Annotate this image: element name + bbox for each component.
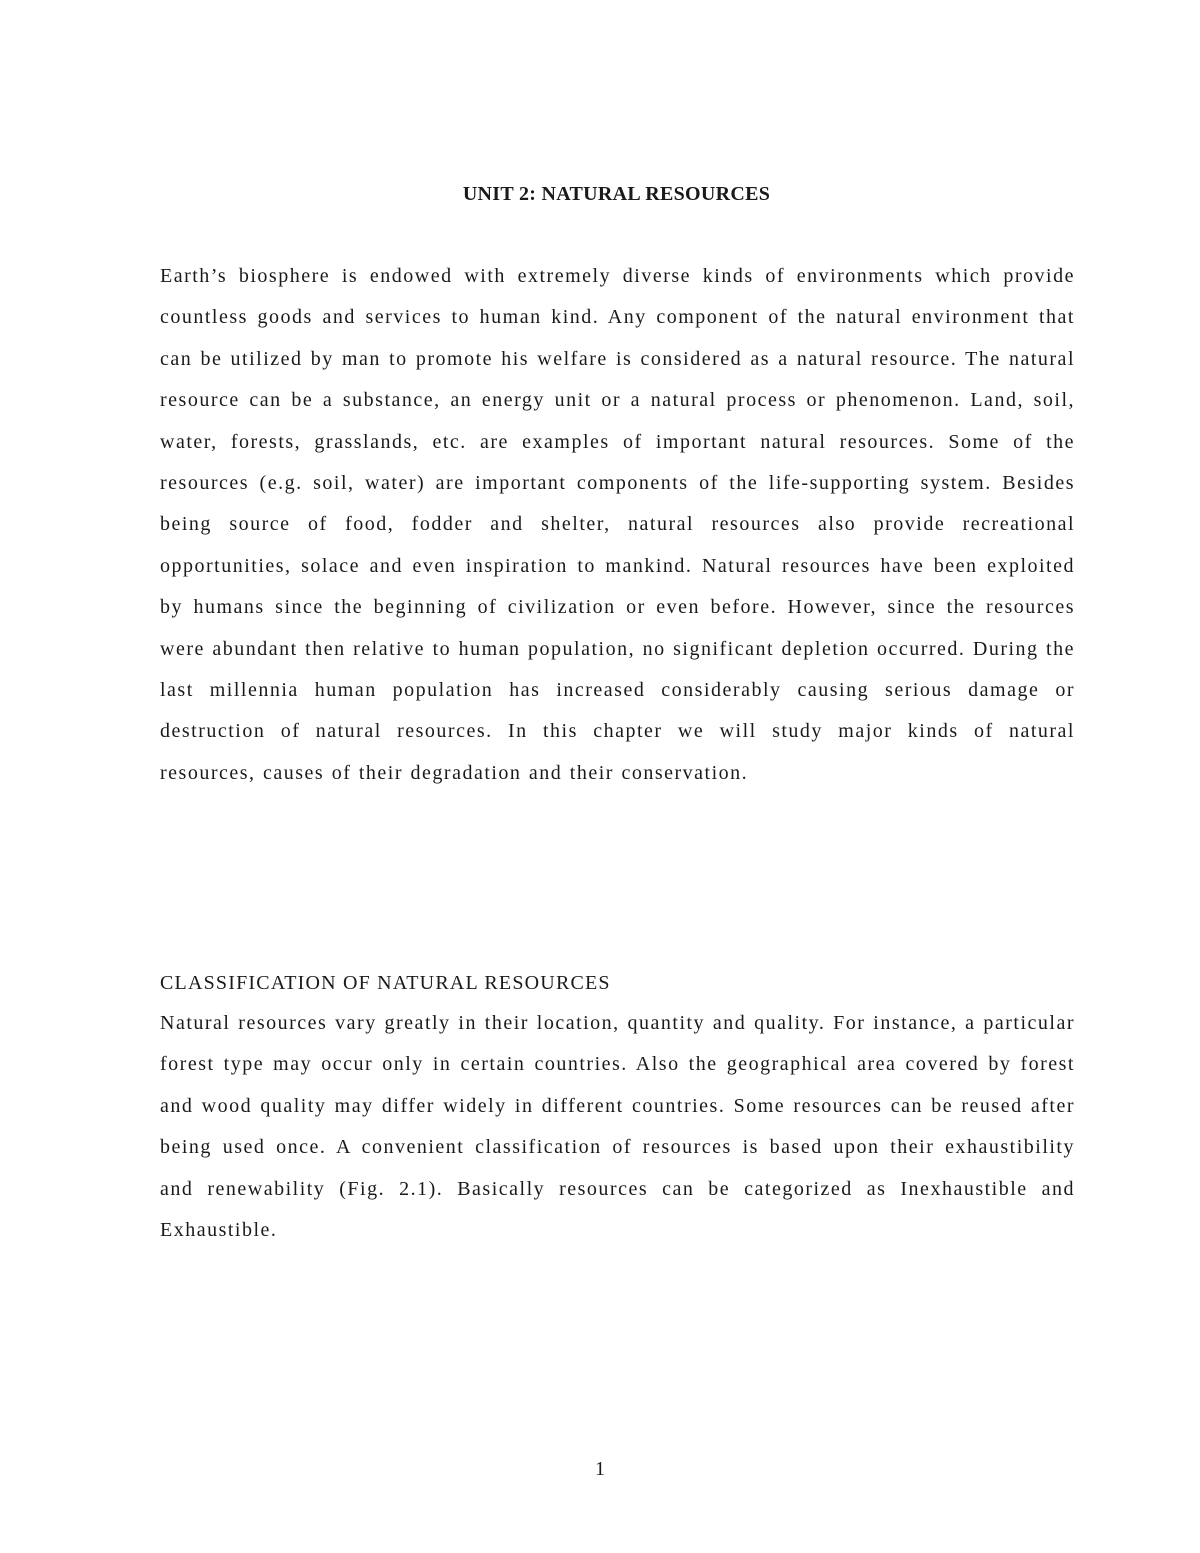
page-title: UNIT 2: NATURAL RESOURCES (462, 183, 771, 205)
section-heading: CLASSIFICATION OF NATURAL RESOURCES (160, 972, 611, 994)
intro-paragraph: Earth’s biosphere is endowed with extremely diverse kinds of environments which provide countless goods and services to human kind. Any component of the natural environment that can be utilized by man to promote his welfare is considered as a natural resource. The natural resource can be a substance, an energy unit or a natural process or phenomenon. Land, soil, water, forests, grasslands, etc. are examples of important natural resources. Some of the resources (e.g. soil, water) are important components of the life-supporting system. Besides being source of food, fodder and shelter, natural resources also provide recreational opportunities, solace and even inspiration to mankind. Natural resources have been exploited by humans since the beginning of civilization or even before. However, since the resources were abundant then relative to human population, no significant depletion occurred. During the last millennia human population has increased considerably causing serious damage or destruction of natural resources. In this chapter we will study major kinds of natural resources, causes of their degradation and their conservation. (160, 265, 1075, 784)
classification-paragraph-block (160, 1003, 1075, 1251)
page-number: 1 (595, 1458, 605, 1480)
classification-paragraph: Natural resources vary greatly in their location, quantity and quality. For instance, a particular forest type may occur only in certain countries. Also the geographical area covered by forest and wood quality may differ widely in different countries. Some resources can be reused after being used once. A convenient classification of resources is based upon their exhaustibility and renewability (Fig. 2.1). Basically resources can be categorized as Inexhaustible and Exhaustible. (160, 1012, 1075, 1242)
intro-paragraph-block (160, 256, 1075, 794)
